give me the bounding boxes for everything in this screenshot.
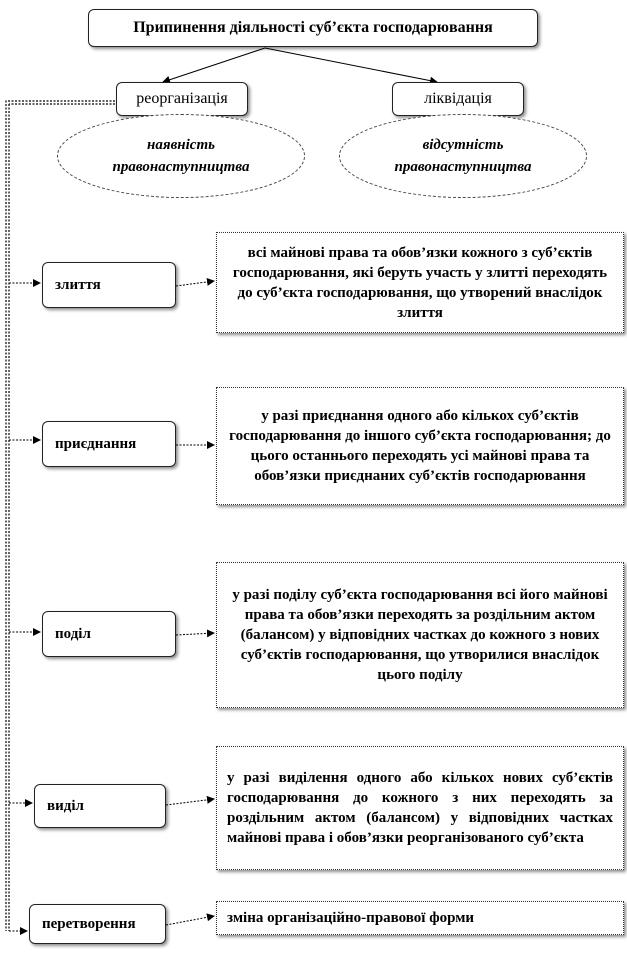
- desc-spinoff: [216, 746, 624, 870]
- desc-merger-text: всі майнові права та обов’язки кожного з суб’єктів господарювання, які беруть участь у злитті переходять до суб’єкта господарювання, що утворений внаслідок злиття: [232, 244, 608, 321]
- stage-merger-label: злиття: [55, 277, 101, 293]
- diagram-title: [88, 9, 538, 47]
- desc-division: [216, 562, 624, 708]
- arrow-stage-3-to-desc: [176, 633, 214, 635]
- diagram-title-text: Припинення діяльності суб’єкта господарювання: [133, 19, 493, 36]
- stage-transformation: [29, 904, 166, 944]
- succession-present-ellipse: [57, 114, 305, 198]
- arrow-title-to-reorganization: [163, 48, 265, 82]
- arrow-stage-1-to-desc: [176, 281, 214, 286]
- stage-merger: [42, 262, 176, 308]
- desc-accession-text: у разі приєднання одного або кількох суб’єктів господарювання до іншого суб’єкта господарювання; до цього останнього переходять усі майнові права та обов’язки приєднаних суб’єктів господарювання: [229, 408, 611, 484]
- desc-merger: [216, 232, 624, 333]
- desc-division-text: у разі поділу суб’єкта господарювання всі його майнові права та обов’язки переходять за роздільним актом (балансом) у відповідних частках до кожного з нових суб’єктів господарювання, що утворилися внаслідок цього поділу: [232, 587, 608, 683]
- stage-transformation-label: перетворення: [42, 916, 136, 932]
- desc-accession: [216, 387, 624, 505]
- succession-present-line2: правонаступництва: [112, 159, 250, 175]
- arrow-title-to-liquidation: [265, 48, 437, 82]
- succession-present-line1: наявність: [147, 137, 215, 153]
- liquidation-label: ліквідація: [424, 90, 492, 107]
- desc-transformation: [216, 901, 624, 935]
- succession-absent-ellipse: [339, 114, 587, 198]
- reorganization-box: [116, 82, 248, 116]
- stage-accession: [42, 421, 176, 467]
- stage-spinoff: [34, 784, 166, 828]
- desc-spinoff-text: у разі виділення одного або кількох нових суб’єктів господарювання до кожного з них переходять за роздільним актом (балансом) у відповідних частках майнові права і обов’язки реорганізованого суб’єкта: [227, 770, 613, 846]
- stage-division: [42, 611, 176, 657]
- reorganization-label: реорганізація: [136, 90, 228, 107]
- arrow-stage-4-to-desc: [166, 799, 214, 805]
- stage-accession-label: приєднання: [55, 436, 137, 452]
- succession-absent-line1: відсутність: [422, 137, 504, 153]
- succession-absent-line2: правонаступництва: [394, 159, 532, 175]
- arrow-stage-5-to-desc: [166, 916, 214, 925]
- liquidation-box: [392, 82, 524, 116]
- stage-spinoff-label: виділ: [47, 798, 84, 814]
- desc-transformation-text: зміна організаційно-правової форми: [227, 910, 475, 926]
- stage-division-label: поділ: [55, 626, 91, 642]
